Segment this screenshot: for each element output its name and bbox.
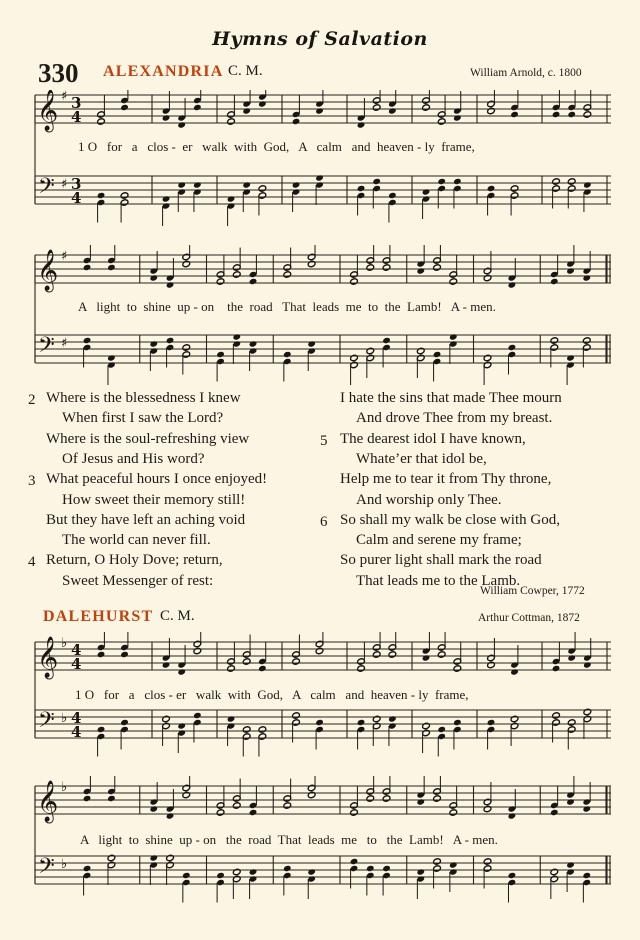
verse-line: I hate the sins that made Thee mourn (340, 390, 562, 406)
note-head (227, 665, 236, 672)
note-head (510, 715, 519, 722)
note-head (258, 185, 267, 192)
composer-alexandria: William Arnold, c. 1800 (470, 67, 582, 79)
note-head (510, 185, 519, 192)
note-head (216, 872, 225, 879)
note-head (107, 854, 116, 861)
note-head (315, 719, 324, 726)
verse-line: Whate’er that idol be, (356, 450, 487, 467)
note-head (388, 651, 397, 658)
note-head (487, 185, 496, 192)
verse-line: Help me to tear it from Thy throne, (340, 471, 552, 488)
note-head (307, 340, 316, 347)
note-head (283, 865, 292, 872)
key-signature-icon: ♯ (61, 90, 68, 104)
note-head (166, 812, 175, 819)
note-head (216, 351, 225, 358)
note-head (372, 651, 381, 658)
note-head (433, 264, 442, 271)
note-head (97, 651, 106, 658)
note-head (388, 715, 397, 722)
note-head (433, 795, 442, 802)
note-head (149, 854, 158, 861)
note-head (366, 264, 375, 271)
note-head (582, 337, 591, 344)
tune-name-alexandria: ALEXANDRIA (103, 63, 224, 80)
key-signature-icon: ♭ (61, 636, 68, 651)
note-head (182, 872, 191, 879)
time-signature-bottom: 4 (71, 723, 82, 741)
note-head (422, 104, 431, 111)
note-head (232, 802, 241, 809)
note-head (193, 712, 202, 719)
treble-staff (35, 255, 611, 283)
note-head (453, 719, 462, 726)
key-signature-icon: ♭ (61, 780, 68, 795)
note-head (120, 104, 129, 111)
note-head (453, 178, 462, 185)
verse-line: Where is the soul-refreshing view (46, 430, 250, 447)
bass-clef-icon: 𝄢 (38, 333, 55, 363)
note-head (162, 195, 171, 202)
verse-line: And worship only Thee. (356, 491, 502, 508)
note-head (583, 111, 592, 118)
note-head (315, 174, 324, 181)
note-head (566, 798, 575, 805)
note-head (182, 260, 191, 267)
note-head (249, 278, 258, 285)
note-head (508, 872, 517, 879)
note-head (283, 802, 292, 809)
note-head (149, 805, 158, 812)
note-head (307, 868, 316, 875)
note-head (357, 665, 366, 672)
note-head (227, 118, 236, 125)
note-head (249, 340, 258, 347)
note-head (120, 651, 129, 658)
note-head (433, 858, 442, 865)
note-head (242, 107, 251, 114)
note-head (449, 333, 458, 340)
note-head (566, 861, 575, 868)
note-head (550, 868, 559, 875)
note-head (382, 795, 391, 802)
note-head (177, 181, 186, 188)
note-head (582, 805, 591, 812)
note-head (193, 181, 202, 188)
note-head (292, 118, 301, 125)
note-head (350, 809, 359, 816)
note-head (583, 661, 592, 668)
note-head (83, 264, 92, 271)
verse-line: How sweet their memory still! (62, 491, 246, 508)
note-head (366, 347, 375, 354)
verse-line: Sweet Messenger of rest: (62, 572, 214, 589)
note-head (416, 868, 425, 875)
meter-alexandria: C. M. (228, 63, 263, 79)
note-head (382, 337, 391, 344)
meter-dalehurst: C. M. (160, 608, 195, 624)
note-head (567, 719, 576, 726)
note-head (258, 100, 267, 107)
note-head (453, 114, 462, 121)
note-head (350, 278, 359, 285)
note-head (483, 858, 492, 865)
note-head (437, 726, 446, 733)
note-head (366, 865, 375, 872)
verse-line: What peaceful hours I once enjoyed! (46, 471, 268, 488)
note-head (292, 181, 301, 188)
verse-line: Calm and serene my frame; (356, 532, 522, 549)
tune-name-dalehurst: DALEHURST (43, 608, 154, 625)
bass-staff (35, 335, 611, 363)
note-head (315, 647, 324, 654)
time-signature-bottom: 4 (71, 108, 82, 126)
note-head (372, 715, 381, 722)
time-signature-top: 3 (71, 175, 82, 193)
note-head (162, 661, 171, 668)
note-head (232, 271, 241, 278)
note-head (258, 665, 267, 672)
note-head (83, 337, 92, 344)
note-head (182, 791, 191, 798)
verse-line: Return, O Holy Dove; return, (46, 552, 223, 569)
treble-clef-icon: 𝄞 (37, 250, 59, 291)
note-head (292, 712, 301, 719)
note-head (449, 278, 458, 285)
verse-line: The dearest idol I have known, (340, 430, 526, 447)
note-head (366, 795, 375, 802)
note-head (242, 181, 251, 188)
note-head (283, 351, 292, 358)
treble-clef-icon: 𝄞 (37, 90, 59, 131)
note-head (487, 719, 496, 726)
note-head (97, 192, 106, 199)
time-signature-top: 4 (71, 641, 82, 659)
time-signature-top: 4 (71, 709, 82, 727)
verse-line: So shall my walk be close with God, (340, 511, 560, 528)
key-signature-icon: ♯ (61, 177, 68, 192)
note-head (566, 354, 575, 361)
note-head (422, 722, 431, 729)
note-head (242, 658, 251, 665)
verse-line: When first I saw the Lord? (62, 410, 224, 427)
note-head (249, 809, 258, 816)
note-head (166, 337, 175, 344)
verse-line: Of Jesus and His word? (62, 450, 205, 467)
music-system-2 (33, 245, 613, 395)
bass-clef-icon: 𝄢 (38, 174, 55, 204)
verse-line: Where is the blessedness I knew (46, 390, 241, 406)
note-head (97, 118, 106, 125)
note-head (372, 104, 381, 111)
hymn-number: 330 (38, 58, 79, 88)
verse-line: So purer light shall mark the road (340, 552, 542, 569)
note-head (249, 868, 258, 875)
text-author: William Cowper, 1772 (480, 585, 585, 597)
lyric-line-3: 1 O for a clos - er walk with God, A calm and heaven - ly frame, (75, 687, 469, 702)
time-signature-top: 3 (71, 94, 82, 112)
note-head (510, 668, 519, 675)
note-head (567, 178, 576, 185)
note-head (83, 795, 92, 802)
verse-number: 6 (320, 513, 328, 530)
note-head (437, 651, 446, 658)
note-head (449, 809, 458, 816)
note-head (567, 654, 576, 661)
music-system-1 (33, 90, 613, 240)
note-head (83, 865, 92, 872)
verse-number: 2 (28, 392, 36, 408)
note-head (162, 114, 171, 121)
note-head (437, 178, 446, 185)
bass-staff (35, 856, 611, 884)
note-head (483, 354, 492, 361)
note-head (483, 805, 492, 812)
verse-number: 5 (320, 432, 328, 449)
verse-line: That leads me to the Lamb. (356, 572, 521, 589)
note-head (382, 264, 391, 271)
treble-clef-icon: 𝄞 (37, 781, 59, 822)
key-signature-icon: ♯ (61, 336, 68, 351)
note-head (283, 271, 292, 278)
note-head (552, 111, 561, 118)
note-head (107, 354, 116, 361)
verse-line: But they have left an aching void (46, 511, 246, 528)
note-head (149, 274, 158, 281)
note-head (416, 798, 425, 805)
note-head (382, 865, 391, 872)
note-head (449, 861, 458, 868)
note-head (416, 267, 425, 274)
note-head (97, 726, 106, 733)
note-head (232, 333, 241, 340)
note-head (583, 708, 592, 715)
note-head (216, 278, 225, 285)
note-head (232, 868, 241, 875)
note-head (242, 726, 251, 733)
note-head (193, 647, 202, 654)
note-head (550, 278, 559, 285)
note-head (433, 351, 442, 358)
note-head (510, 111, 519, 118)
key-signature-icon: ♭ (61, 711, 68, 726)
key-signature-icon: ♭ (61, 857, 68, 872)
note-head (566, 267, 575, 274)
note-head (182, 344, 191, 351)
score-svg-1 (33, 90, 613, 240)
lyric-line-4: A light to shine up - on the road That leads me to the Lamb! A - men. (80, 832, 498, 847)
bass-clef-icon: 𝄢 (38, 854, 55, 884)
note-head (177, 668, 186, 675)
note-head (107, 264, 116, 271)
note-head (550, 809, 559, 816)
note-head (483, 274, 492, 281)
note-head (162, 715, 171, 722)
bass-clef-icon: 𝄢 (38, 708, 55, 738)
note-head (227, 715, 236, 722)
note-head (292, 658, 301, 665)
note-head (453, 665, 462, 672)
note-head (357, 121, 366, 128)
note-head (422, 654, 431, 661)
note-head (422, 188, 431, 195)
note-head (552, 665, 561, 672)
note-head (437, 118, 446, 125)
note-head (416, 347, 425, 354)
verse-line: And drove Thee from my breast. (356, 410, 553, 427)
note-head (582, 872, 591, 879)
note-head (149, 340, 158, 347)
lyric-line-1: 1 O for a clos - er walk with God, A calm and heaven - ly frame, (78, 139, 475, 154)
note-head (583, 181, 592, 188)
note-head (487, 661, 496, 668)
note-head (307, 260, 316, 267)
verse-line: The world can never fill. (62, 532, 211, 549)
note-head (120, 719, 129, 726)
note-head (166, 854, 175, 861)
lyric-line-2: A light to shine up - on the road That leads me to the Lamb! A - men. (78, 299, 496, 314)
note-head (357, 185, 366, 192)
note-head (258, 726, 267, 733)
composer-dalehurst: Arthur Cottman, 1872 (478, 612, 580, 624)
note-head (177, 121, 186, 128)
note-head (487, 107, 496, 114)
note-head (216, 809, 225, 816)
key-signature-icon: ♯ (61, 249, 68, 264)
note-head (350, 354, 359, 361)
bass-staff (35, 176, 611, 204)
verse-number: 3 (28, 473, 36, 490)
note-head (120, 192, 129, 199)
note-head (177, 722, 186, 729)
note-head (508, 812, 517, 819)
note-head (552, 178, 561, 185)
note-head (582, 274, 591, 281)
note-head (166, 281, 175, 288)
note-head (350, 858, 359, 865)
treble-clef-icon: 𝄞 (37, 637, 59, 678)
note-head (550, 337, 559, 344)
note-head (315, 107, 324, 114)
note-head (193, 104, 202, 111)
note-head (567, 111, 576, 118)
note-head (508, 281, 517, 288)
note-head (372, 178, 381, 185)
note-head (508, 344, 517, 351)
time-signature-bottom: 4 (71, 189, 82, 207)
note-head (227, 195, 236, 202)
note-head (552, 712, 561, 719)
note-head (357, 719, 366, 726)
time-signature-bottom: 4 (71, 655, 82, 673)
note-head (388, 107, 397, 114)
treble-staff (35, 786, 611, 814)
note-head (307, 791, 316, 798)
verse-number: 4 (28, 554, 36, 571)
note-head (388, 192, 397, 199)
score-svg-2 (33, 245, 613, 395)
running-head: Hymns of Salvation (212, 28, 428, 50)
note-head (107, 795, 116, 802)
